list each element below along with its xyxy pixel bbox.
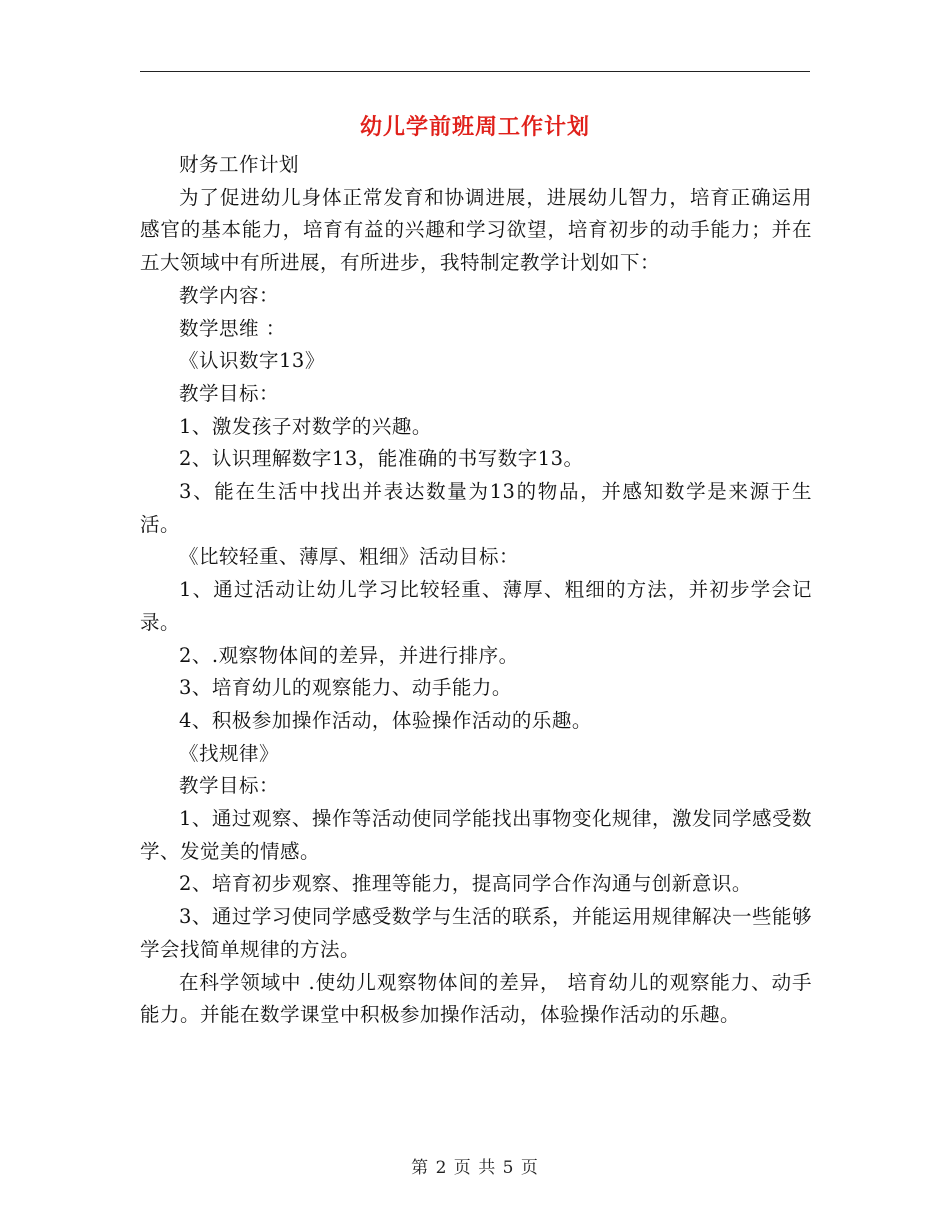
paragraph: 3、培育幼儿的观察能力、动手能力。 <box>179 676 512 700</box>
paragraph: 在科学领域中 .使幼儿观察物体间的差异， 培育幼儿的观察能力、动手能力。并能在数学课堂中积极参加操作活动，体验操作活动的乐趣。 <box>140 970 812 1027</box>
paragraph: 3、能在生活中找出并表达数量为13的物品，并感知数学是来源于生活。 <box>140 480 812 536</box>
paragraph: 教学内容： <box>179 283 280 307</box>
paragraph: 《比较轻重、薄厚、粗细》活动目标： <box>179 545 520 569</box>
paragraph: 《认识数字13》 <box>179 349 325 373</box>
paragraph: 1、通过观察、操作等活动使同学能找出事物变化规律，激发同学感受数学、发觉美的情感。 <box>140 807 812 863</box>
paragraph: 2、认识理解数字13，能准确的书写数字13。 <box>179 447 584 471</box>
paragraph: 1、激发孩子对数学的兴趣。 <box>179 414 432 438</box>
paragraph: 4、积极参加操作活动，体验操作活动的乐趣。 <box>179 708 592 732</box>
paragraph: 1、通过活动让幼儿学习比较轻重、薄厚、粗细的方法，并初步学会记录。 <box>140 578 812 634</box>
paragraph: 财务工作计划 <box>179 153 300 176</box>
page-title: 幼儿学前班周工作计划 <box>359 115 590 140</box>
page-footer: 第 2 页 共 5 页 <box>411 1158 539 1178</box>
paragraph: 《找规律》 <box>179 741 280 765</box>
paragraph: 3、通过学习使同学感受数学与生活的联系，并能运用规律解决一些能够学会找简单规律的方法。 <box>140 905 812 961</box>
document-body <box>140 149 812 1032</box>
paragraph: 教学目标： <box>179 381 280 405</box>
paragraph: 2、.观察物体间的差异，并进行排序。 <box>179 643 519 667</box>
paragraph: 2、培育初步观察、推理等能力，提高同学合作沟通与创新意识。 <box>179 872 752 896</box>
paragraph: 数学思维 ： <box>179 316 286 340</box>
paragraph: 教学目标： <box>179 774 280 798</box>
paragraph: 为了促进幼儿身体正常发育和协调进展，进展幼儿智力，培育正确运用感官的基本能力，培育有益的兴趣和学习欲望，培育初步的动手能力；并在五大领域中有所进展，有所进步，我特制定教学计划如下： <box>140 185 812 275</box>
header-rule <box>140 71 810 72</box>
